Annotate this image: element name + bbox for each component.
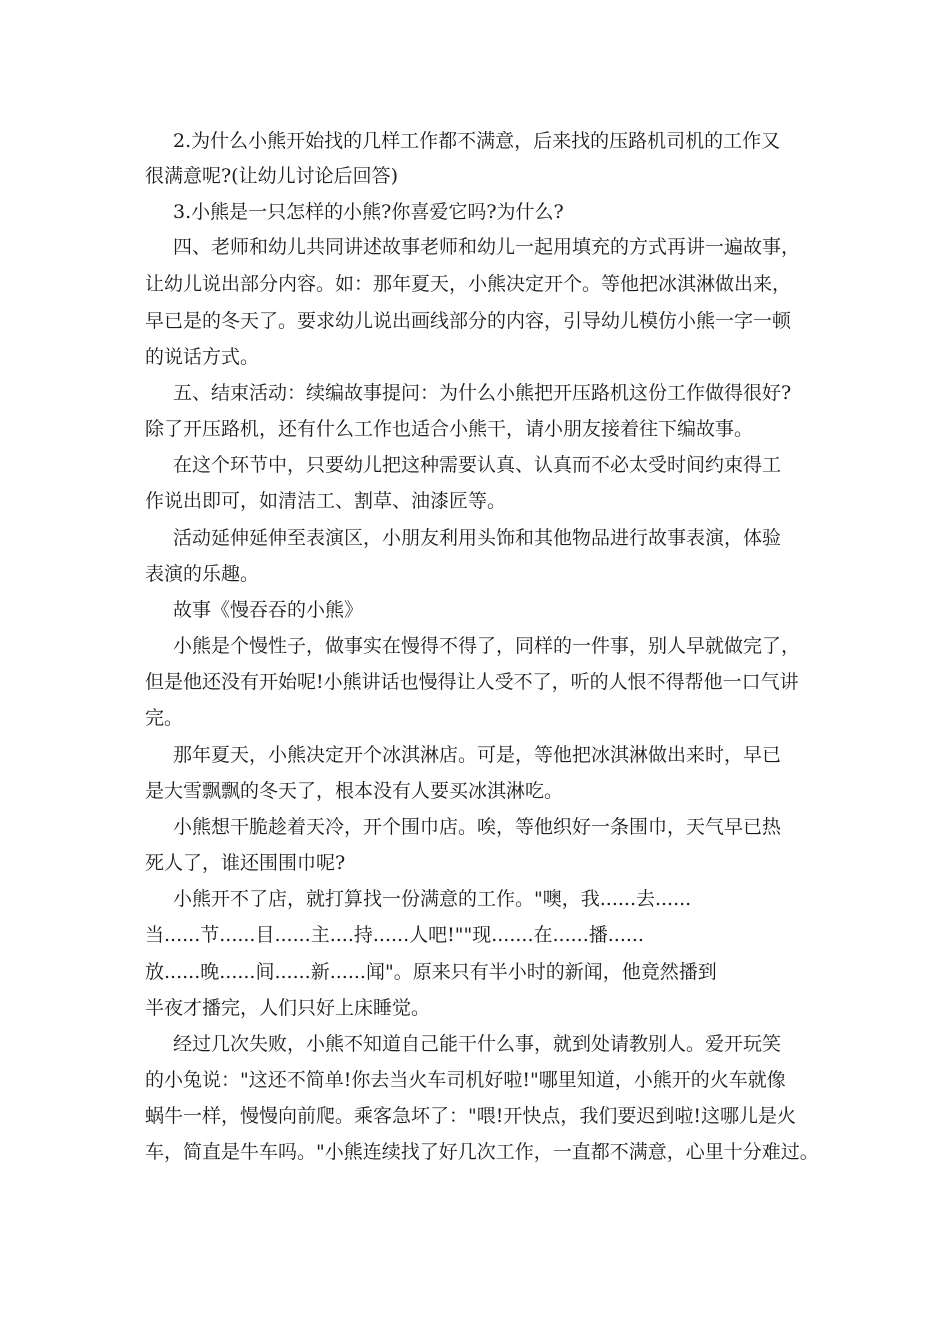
story-p5-line-4: 车，简直是牛车吗。"小熊连续找了好几次工作，一直都不满意，心里十分难过。 (145, 1141, 819, 1163)
story-title: 故事《慢吞吞的小熊》 (173, 599, 364, 621)
step4-line-4: 的说话方式。 (145, 346, 260, 368)
step5-line-1: 五、结束活动：续编故事提问：为什么小熊把开压路机这份工作做得很好? (173, 382, 792, 404)
story-p1-line-3: 完。 (145, 707, 184, 729)
extension-line-2: 表演的乐趣。 (145, 563, 260, 585)
step5-line-2: 除了开压路机，还有什么工作也适合小熊干，请小朋友接着往下编故事。 (145, 418, 754, 440)
story-p3-line-1: 小熊想干脆趁着天冷，开个围巾店。唉，等他织好一条围巾，天气早已热 (173, 816, 782, 838)
q2-line-2: 很满意呢?(让幼儿讨论后回答) (145, 165, 399, 187)
story-p4-line-3: 放......晚......间......新......闻"。原来只有半小时的新闻，他竟然播到 (145, 961, 717, 983)
story-p4-line-4: 半夜才播完，人们只好上床睡觉。 (145, 997, 431, 1019)
story-p1-line-2: 但是他还没有开始呢!小熊讲话也慢得让人受不了，听的人恨不得帮他一口气讲 (145, 671, 799, 693)
q3-line-1: 3.小熊是一只怎样的小熊?你喜爱它吗?为什么? (173, 201, 564, 223)
story-p5-line-2: 的小兔说："这还不简单!你去当火车司机好啦!"哪里知道，小熊开的火车就像 (145, 1069, 786, 1091)
extension-line-1: 活动延伸延伸至表演区，小朋友利用头饰和其他物品进行故事表演，体验 (173, 527, 782, 549)
story-p5-line-1: 经过几次失败，小熊不知道自己能干什么事，就到处请教别人。爱开玩笑 (173, 1033, 782, 1055)
q2-line-1: 2.为什么小熊开始找的几样工作都不满意，后来找的压路机司机的工作又 (173, 130, 781, 152)
story-p2-line-1: 那年夏天，小熊决定开个冰淇淋店。可是，等他把冰淇淋做出来时，早已 (173, 744, 782, 766)
step4-line-3: 早已是的冬天了。要求幼儿说出画线部分的内容，引导幼儿模仿小熊一字一顿 (145, 310, 792, 332)
story-p4-line-1: 小熊开不了店，就打算找一份满意的工作。"噢，我......去...... (173, 888, 692, 910)
story-p3-line-2: 死人了，谁还围围巾呢? (145, 852, 346, 874)
note-line-1: 在这个环节中，只要幼儿把这种需要认真、认真而不必太受时间约束得工 (173, 454, 782, 476)
step4-line-1: 四、老师和幼儿共同讲述故事老师和幼儿一起用填充的方式再讲一遍故事， (173, 236, 801, 258)
story-p5-line-3: 蜗牛一样，慢慢向前爬。乘客急坏了："喂!开快点，我们要迟到啦!这哪儿是火 (145, 1105, 797, 1127)
story-p1-line-1: 小熊是个慢性子，做事实在慢得不得了，同样的一件事，别人早就做完了， (173, 635, 801, 657)
note-line-2: 作说出即可，如清洁工、割草、油漆匠等。 (145, 490, 507, 512)
step4-line-2: 让幼儿说出部分内容。如：那年夏天，小熊决定开个。等他把冰淇淋做出来， (145, 273, 792, 295)
story-p4-line-2: 当......节......目......主....持......人吧!""现.......在......播...... (145, 924, 644, 946)
story-p2-line-2: 是大雪飘飘的冬天了，根本没有人要买冰淇淋吃。 (145, 780, 564, 802)
